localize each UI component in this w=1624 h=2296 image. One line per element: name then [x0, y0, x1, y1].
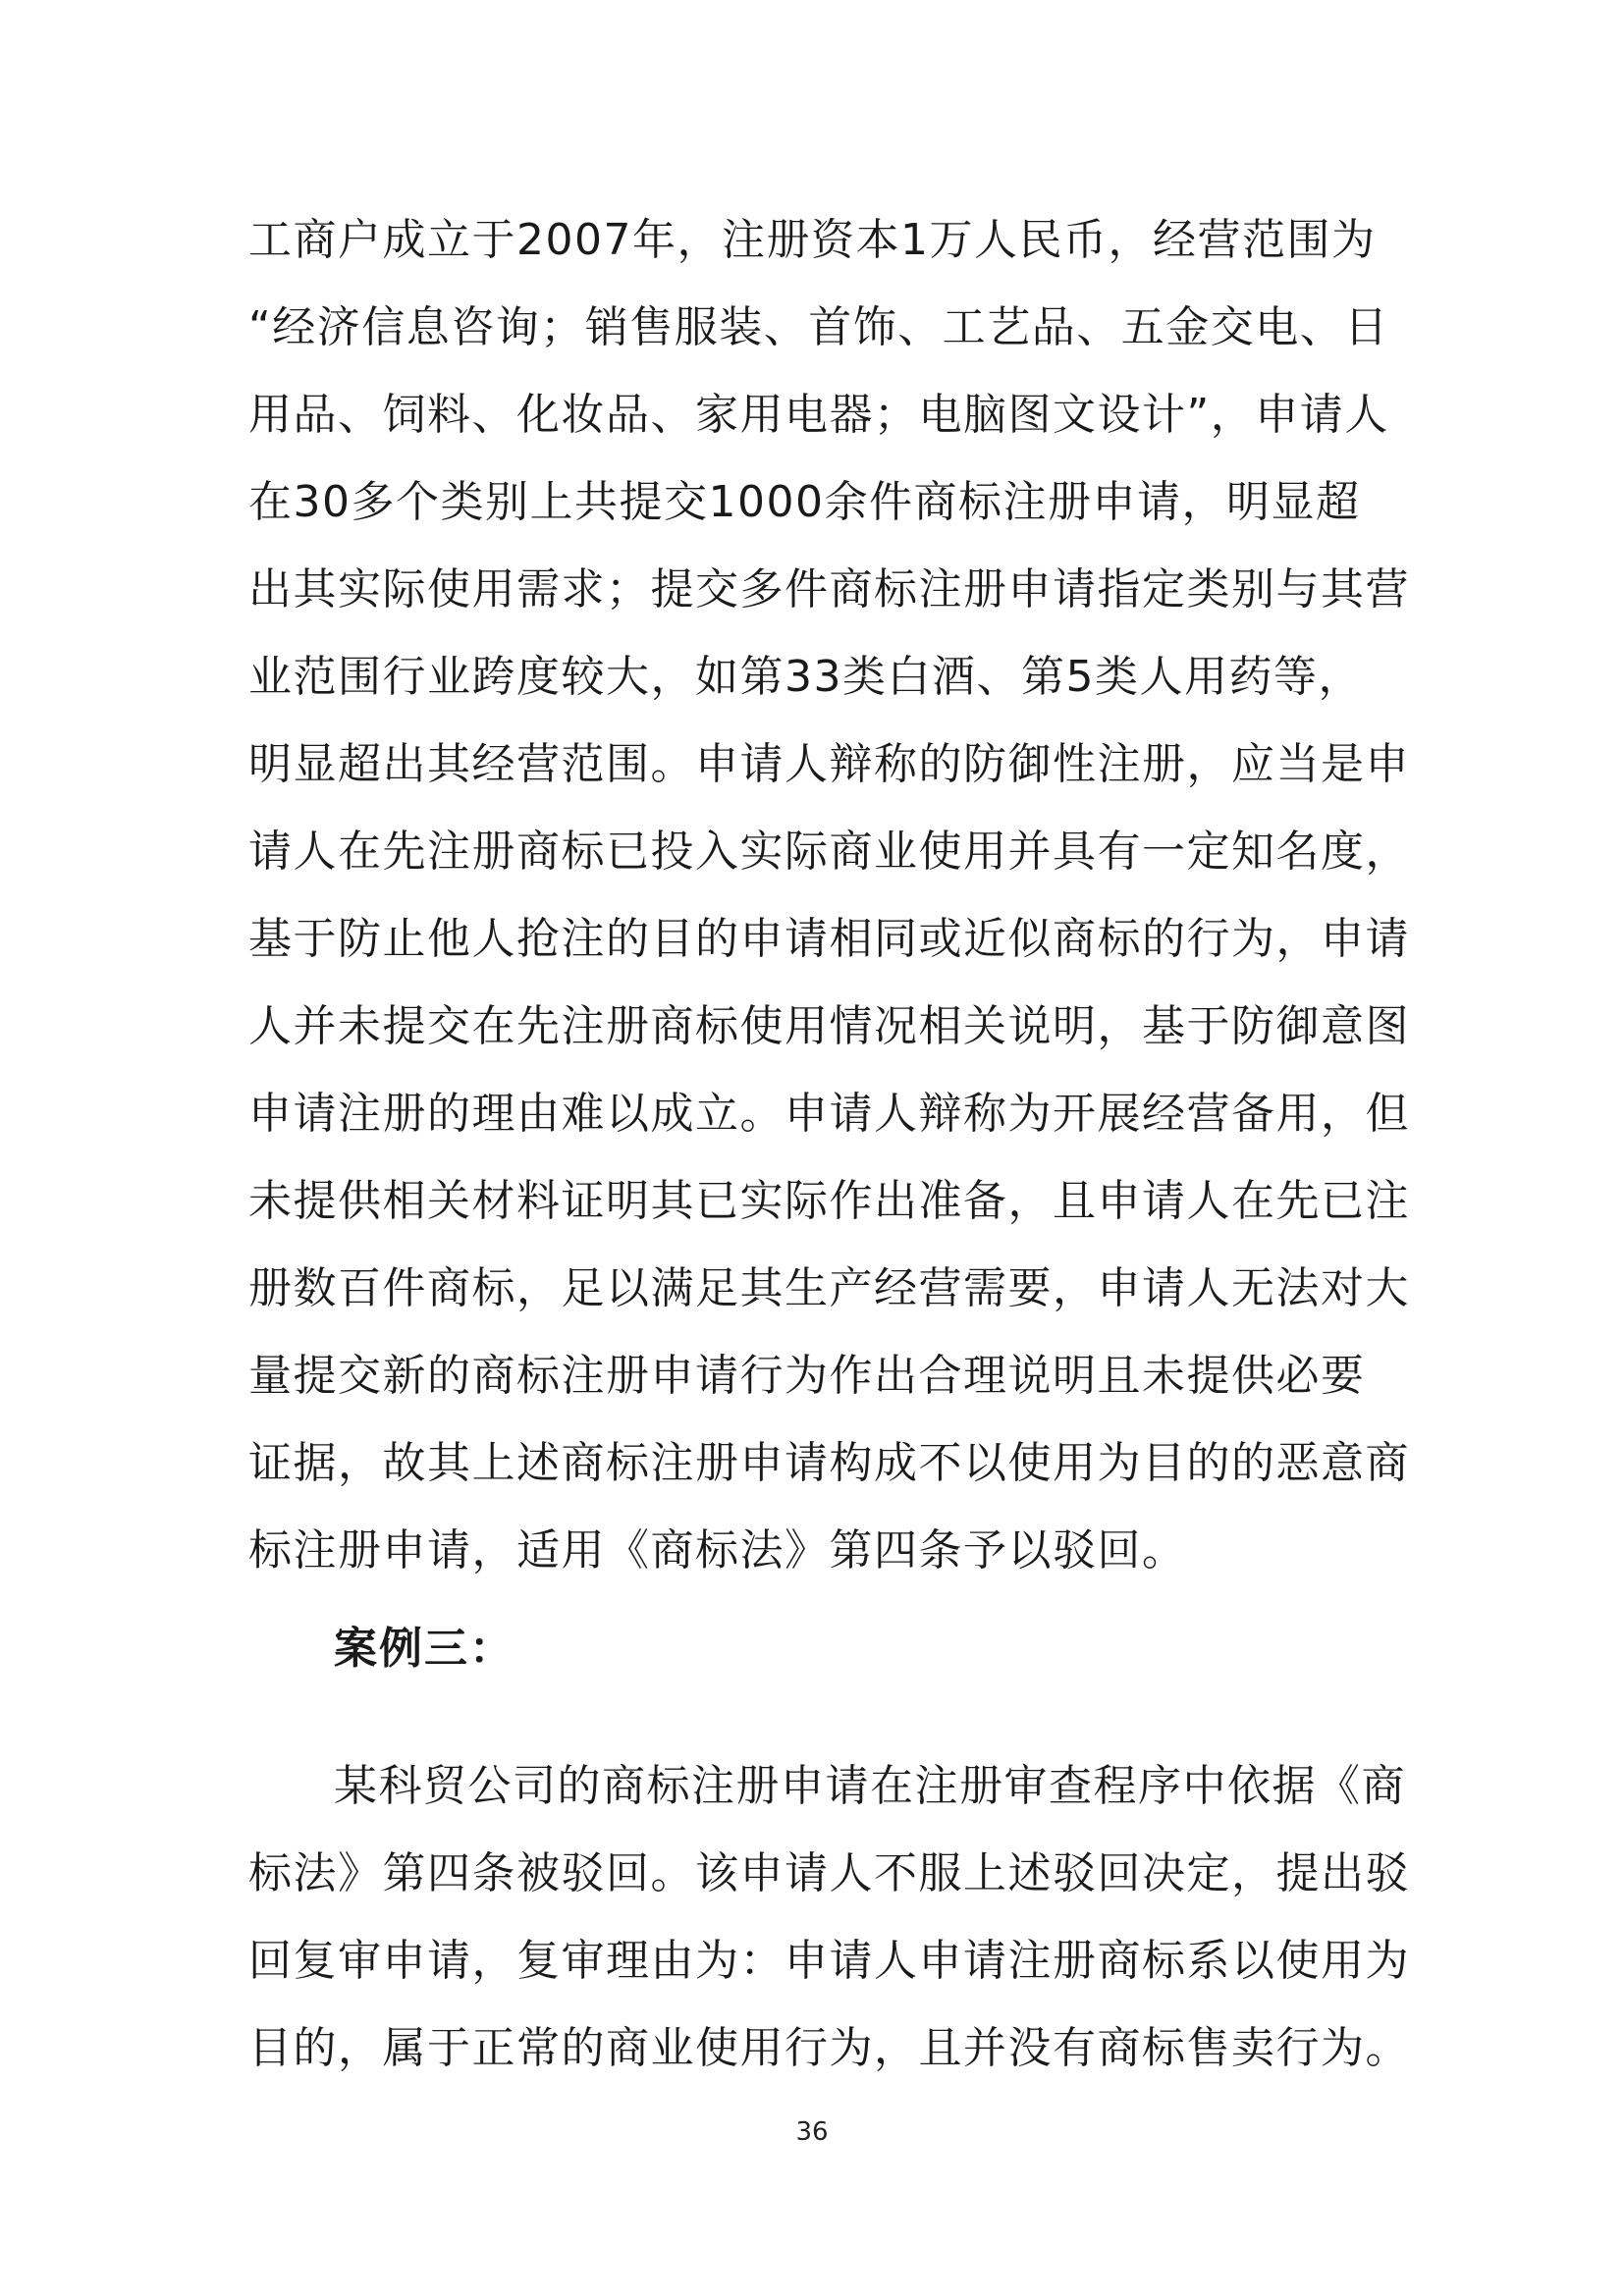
text-line: 册数百件商标，足以满足其生产经营需要，申请人无法对大: [248, 1263, 1410, 1313]
text-line: 明显超出其经营范围。申请人辩称的防御性注册，应当是申: [248, 739, 1410, 789]
text-line: 标注册申请，适用《商标法》第四条予以驳回。: [248, 1525, 1187, 1575]
text-line: 人并未提交在先注册商标使用情况相关说明，基于防御意图: [248, 1001, 1410, 1051]
text-line: 未提供相关材料证明其已实际作出准备，且申请人在先已注: [248, 1176, 1410, 1226]
text-line: 业范围行业跨度较大，如第33类白酒、第5类人用药等，: [248, 652, 1363, 702]
case-three-heading: 案例三：: [334, 1624, 514, 1674]
text-line: 目的，属于正常的商业使用行为，且并没有商标售卖行为。: [248, 2023, 1410, 2073]
text-line: 工商户成立于2007年，注册资本1万人民币，经营范围为: [248, 215, 1377, 265]
text-line: 某科贸公司的商标注册申请在注册审查程序中依据《商: [334, 1761, 1406, 1811]
text-line: 用品、饲料、化妆品、家用电器；电脑图文设计”，申请人: [248, 390, 1389, 440]
text-line: 出其实际使用需求；提交多件商标注册申请指定类别与其营: [248, 564, 1410, 614]
text-line: 量提交新的商标注册申请行为作出合理说明且未提供必要: [248, 1351, 1366, 1401]
text-line: 在30多个类别上共提交1000余件商标注册申请，明显超: [248, 477, 1361, 527]
text-line: 标法》第四条被驳回。该申请人不服上述驳回决定，提出驳: [248, 1848, 1410, 1898]
text-line: 基于防止他人抢注的目的申请相同或近似商标的行为，申请: [248, 914, 1410, 964]
page-number: 36: [795, 2117, 829, 2147]
text-line: 申请注册的理由难以成立。申请人辩称为开展经营备用，但: [248, 1089, 1410, 1139]
text-line: 证据，故其上述商标注册申请构成不以使用为目的的恶意商: [248, 1438, 1410, 1488]
text-line: “经济信息咨询；销售服装、首饰、工艺品、五金交电、日: [248, 302, 1389, 352]
text-line: 请人在先注册商标已投入实际商业使用并具有一定知名度，: [248, 827, 1410, 877]
text-line: 回复审申请，复审理由为：申请人申请注册商标系以使用为: [248, 1936, 1410, 1986]
